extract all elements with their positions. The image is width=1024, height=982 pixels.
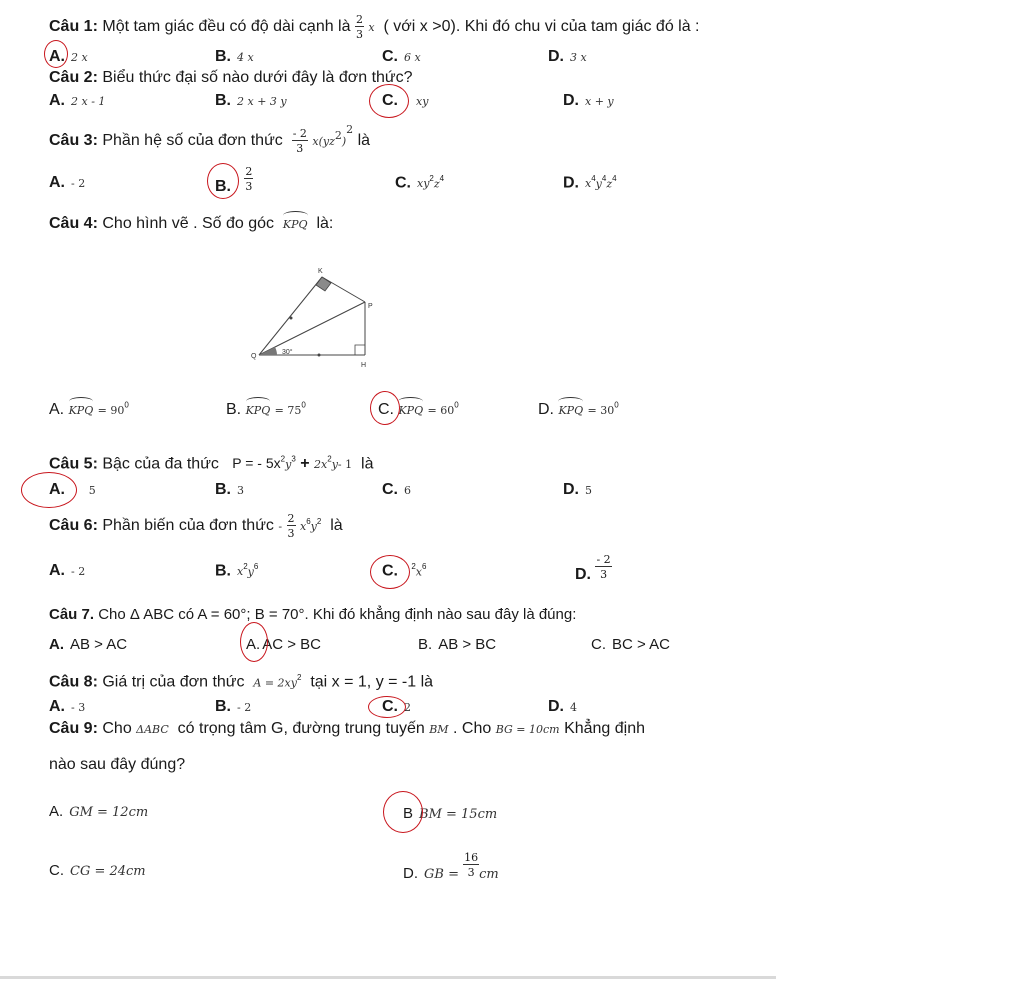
- option-a[interactable]: A. - 2: [49, 174, 86, 191]
- triangle-figure: [245, 262, 385, 372]
- option-b[interactable]: B. KPQ = $75^0$: [226, 400, 306, 418]
- tick-mark: [290, 317, 293, 320]
- fraction: $\frac{- 2}{3}$: [292, 127, 307, 155]
- option-a[interactable]: A. 2 x: [49, 48, 88, 65]
- question-text: là: [357, 132, 371, 150]
- option-b[interactable]: B. - 2: [215, 698, 252, 715]
- option-d[interactable]: D. 3 x: [548, 48, 587, 65]
- fraction: $\frac{16}{3}$: [464, 851, 479, 879]
- question-text: là:: [316, 215, 334, 232]
- question-label: Câu 7.: [49, 606, 95, 623]
- polynomial: P = - $5x^2y^3 + 2x^2y-$ 1: [232, 455, 353, 473]
- question-text: nào sau đây đúng?: [49, 756, 186, 773]
- question-label: Câu 6:: [49, 517, 98, 535]
- question-label: Câu 1:: [49, 18, 98, 36]
- option-a[interactable]: A. 5: [49, 481, 96, 498]
- question-3: Câu 3: Phần hệ số của đơn thức $\frac{- 2}{3}$ $x(yz^2)^2$ là: [49, 122, 371, 155]
- variable: x: [368, 21, 375, 35]
- question-text: Cho Δ ABC có A = 60°; B = 70°. Khi đó khẳng định nào sau đây là đúng:: [98, 606, 577, 623]
- question-text: Phần hệ số của đơn thức: [102, 132, 283, 150]
- question-text: ( với x >0). Khi đó chu vi của tam giác đó là :: [383, 18, 700, 36]
- triangle-symbol: ΔABC: [136, 723, 169, 736]
- answer-circle: [383, 791, 423, 833]
- answer-circle: [368, 696, 406, 718]
- option-b[interactable]: A. AC > BC: [246, 636, 321, 653]
- option-a[interactable]: A. - 3: [49, 698, 86, 715]
- option-d[interactable]: D. $\frac{- 2}{3}$: [575, 553, 611, 584]
- question-7: [49, 606, 576, 623]
- segment-qk: [259, 277, 322, 355]
- fraction: $\frac{- 2}{3}$: [596, 553, 611, 581]
- option-b[interactable]: B. $x^2y^6$: [215, 562, 259, 580]
- option-d[interactable]: D. 4: [548, 698, 577, 715]
- option-d[interactable]: C. BC > AC: [591, 636, 670, 653]
- right-angle-mark-k: [316, 277, 331, 291]
- option-a[interactable]: A. - 2: [49, 562, 86, 579]
- option-d[interactable]: D. $x^4y^4z^4$: [563, 174, 617, 192]
- point-label-p: P: [368, 303, 373, 310]
- point-label-q: Q: [251, 353, 257, 360]
- option-a[interactable]: A. GM = 12cm: [49, 803, 149, 820]
- option-d[interactable]: D. 5: [563, 481, 592, 498]
- question-text: Khẳng định: [564, 720, 646, 737]
- fraction: $\frac{2}{3}$: [245, 165, 253, 193]
- question-label: Câu 5:: [49, 455, 98, 473]
- segment-kp: [322, 277, 365, 302]
- option-c[interactable]: B. AB > BC: [418, 636, 497, 653]
- option-c[interactable]: C. $^2x^6$: [382, 562, 427, 580]
- segment-qp: [259, 302, 365, 355]
- point-label-k: K: [318, 268, 323, 275]
- given-value: BG = 10cm: [495, 723, 560, 736]
- answer-circle: [44, 40, 68, 68]
- option-c[interactable]: C. $xy^2z^4$: [395, 174, 445, 192]
- question-text: . Cho: [453, 720, 492, 737]
- option-b[interactable]: B. $\frac{2}{3}$: [215, 165, 253, 196]
- angle-symbol: KPQ: [283, 214, 308, 231]
- question-8: Câu 8: Giá trị của đơn thức $A = 2xy^2$ tại x = 1, y = -1 là: [49, 673, 434, 691]
- option-c[interactable]: C. 6: [382, 481, 411, 498]
- question-text: Bậc của đa thức: [102, 455, 219, 473]
- question-text: là: [361, 455, 374, 473]
- option-a[interactable]: A. 2 x - 1: [49, 92, 106, 109]
- option-b[interactable]: B. 4 x: [215, 48, 254, 65]
- answer-circle: [369, 84, 409, 118]
- page-bottom-divider: [0, 976, 776, 979]
- fraction: $\frac{2}{3}$: [355, 13, 363, 41]
- answer-circle: [21, 472, 77, 508]
- question-label: Câu 2:: [49, 69, 98, 86]
- option-c[interactable]: C. 6 x: [382, 48, 421, 65]
- option-d[interactable]: D. GB = $\frac{16}{3}$ cm: [403, 851, 499, 882]
- option-b[interactable]: B. 2 x + 3 y: [215, 92, 287, 109]
- answer-circle: [207, 163, 239, 199]
- expression: A = 2xy: [253, 676, 297, 690]
- median-symbol: BM: [429, 723, 449, 736]
- expression: x(yz: [312, 135, 335, 149]
- answer-circle: [240, 622, 268, 662]
- fraction: $\frac{2}{3}$: [287, 512, 295, 540]
- question-label: Câu 4:: [49, 215, 98, 232]
- question-text: Cho hình vẽ . Số đo góc: [102, 215, 275, 232]
- option-c[interactable]: C. 2: [382, 698, 411, 715]
- question-label: Câu 8:: [49, 673, 98, 691]
- option-b[interactable]: B BM = 15cm: [403, 805, 498, 822]
- question-5: [49, 455, 373, 473]
- angle-label: 30°: [282, 349, 293, 356]
- question-4: [49, 214, 333, 233]
- question-text: Phần biến của đơn thức: [102, 517, 274, 535]
- question-2: [49, 69, 413, 87]
- option-a[interactable]: A. KPQ = $90^0$: [49, 400, 129, 418]
- question-label: Câu 9:: [49, 720, 98, 737]
- answer-circle: [370, 391, 400, 425]
- question-text: là: [330, 517, 343, 535]
- option-b[interactable]: B. 3: [215, 481, 244, 498]
- question-text: Giá trị của đơn thức: [102, 673, 245, 691]
- question-text: Biểu thức đại số nào dưới đây là đơn thức?: [102, 69, 413, 86]
- question-text: có trọng tâm G, đường trung tuyến: [177, 720, 425, 737]
- option-c[interactable]: C. CG = 24cm: [49, 862, 146, 879]
- question-label: Câu 3:: [49, 132, 98, 150]
- option-d[interactable]: D. KPQ = $30^0$: [538, 400, 619, 418]
- option-c[interactable]: C. xy: [382, 92, 429, 109]
- question-9: [49, 720, 645, 738]
- option-a[interactable]: A. AB > AC: [49, 636, 128, 653]
- answer-circle: [370, 555, 410, 589]
- question-text: Một tam giác đều có độ dài cạnh là: [102, 18, 351, 36]
- question-text: Cho: [102, 720, 132, 737]
- option-c[interactable]: C. KPQ = $60^0$: [378, 400, 459, 418]
- tick-mark: [318, 354, 321, 357]
- option-d[interactable]: D. x + y: [563, 92, 614, 109]
- question-6: Câu 6: Phần biến của đơn thức - $\frac{2}{3}$ $x^6y^2$ là: [49, 512, 343, 540]
- right-angle-mark-h: [355, 345, 365, 355]
- question-text: tại x = 1, y = -1 là: [310, 673, 434, 691]
- point-label-h: H: [361, 362, 367, 369]
- question-1: [49, 14, 700, 40]
